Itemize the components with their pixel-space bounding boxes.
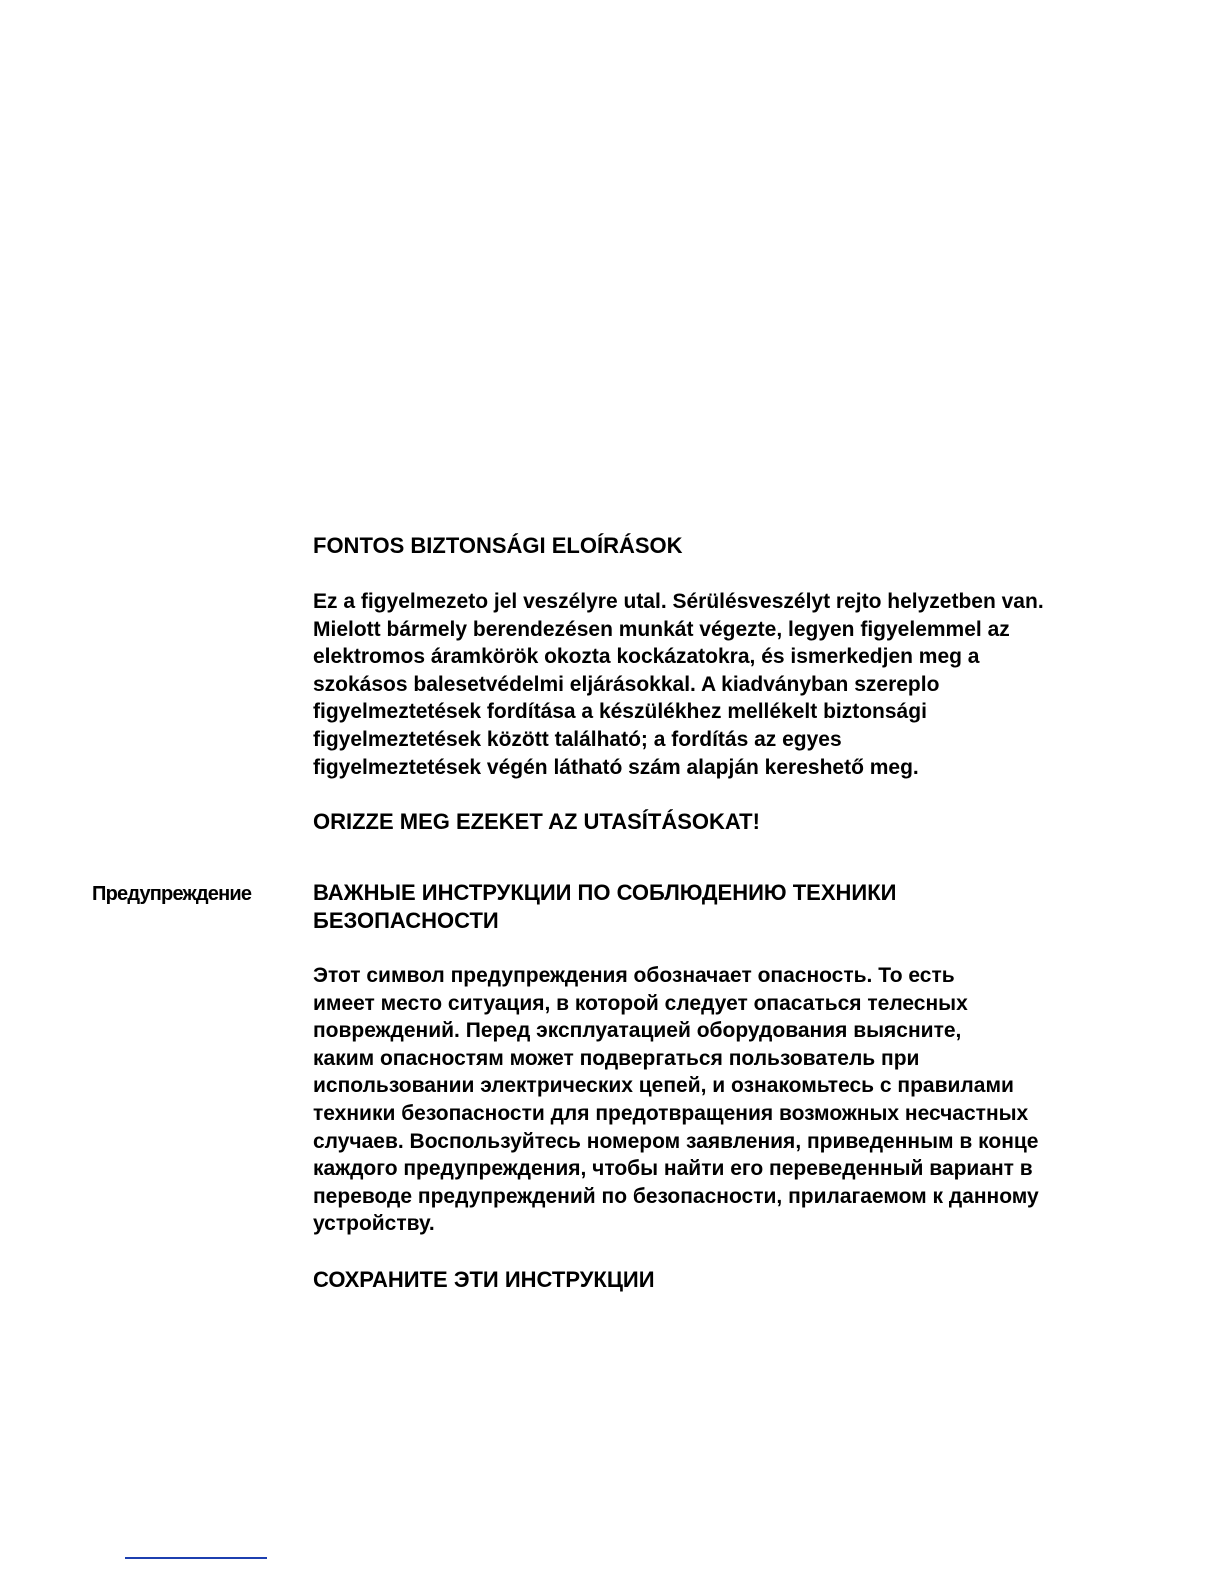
paragraph-line: техники безопасности для предотвращения возможных несчастных	[313, 1101, 1029, 1125]
russian-body	[313, 962, 1133, 1238]
paragraph-line: elektromos áramkörök okozta kockázatokra, és ismerkedjen meg a	[313, 645, 980, 669]
paragraph-line: устройству.	[313, 1212, 435, 1236]
hungarian-section	[313, 532, 1133, 560]
paragraph-line: переводе предупреждений по безопасности, прилагаемом к данному	[313, 1184, 1039, 1208]
paragraph-line: повреждений. Перед эксплуатацией оборудования выясните,	[313, 1019, 962, 1043]
paragraph-line: случаев. Воспользуйтесь номером заявления, приведенным в конце	[313, 1129, 1039, 1153]
paragraph-line: Этот символ предупреждения обозначает опасность. То есть	[313, 964, 955, 987]
paragraph-line: figyelmeztetések között található; a fordítás az egyes	[313, 727, 842, 751]
hungarian-paragraph	[313, 588, 1133, 781]
russian-paragraph	[313, 962, 1133, 1238]
paragraph-line: szokásos balesetvédelmi eljárásokkal. A kiadványban szereplo	[313, 672, 940, 696]
russian-title	[313, 879, 1133, 935]
title-line: ВАЖНЫЕ ИНСТРУКЦИИ ПО СОБЛЮДЕНИЮ ТЕХНИКИ	[313, 880, 897, 905]
russian-footer: СОХРАНИТЕ ЭТИ ИНСТРУКЦИИ	[313, 1267, 655, 1292]
hungarian-body	[313, 588, 1133, 781]
paragraph-line: использовании электрических цепей, и ознакомьтесь с правилами	[313, 1074, 1014, 1098]
paragraph-line: Mielott bármely berendezésen munkát végezte, legyen figyelemmel az	[313, 617, 1010, 641]
warning-side-label: Предупреждение	[92, 883, 252, 905]
hungarian-footer: ORIZZE MEG EZEKET AZ UTASÍTÁSOKAT!	[313, 809, 760, 834]
paragraph-line: каждого предупреждения, чтобы найти его переведенный вариант в	[313, 1157, 1033, 1181]
paragraph-line: каким опасностям может подвергаться пользователь при	[313, 1046, 920, 1070]
paragraph-line: figyelmeztetések fordítása a készülékhez mellékelt biztonsági	[313, 700, 927, 724]
hungarian-footer-block	[313, 808, 1133, 836]
russian-footer-block	[313, 1266, 1133, 1294]
footnote-divider	[125, 1557, 267, 1559]
paragraph-line: имеет место ситуация, в которой следует опасаться телесных	[313, 991, 968, 1015]
paragraph-line: Ez a figyelmezeto jel veszélyre utal. Sérülésveszélyt rejto helyzetben van.	[313, 590, 1044, 613]
title-line: БЕЗОПАСНОСТИ	[313, 908, 499, 933]
hungarian-title: FONTOS BIZTONSÁGI ELOÍRÁSOK	[313, 533, 683, 558]
paragraph-line: figyelmeztetések végén látható szám alapján kereshető meg.	[313, 755, 919, 779]
russian-title-block	[313, 879, 1133, 935]
